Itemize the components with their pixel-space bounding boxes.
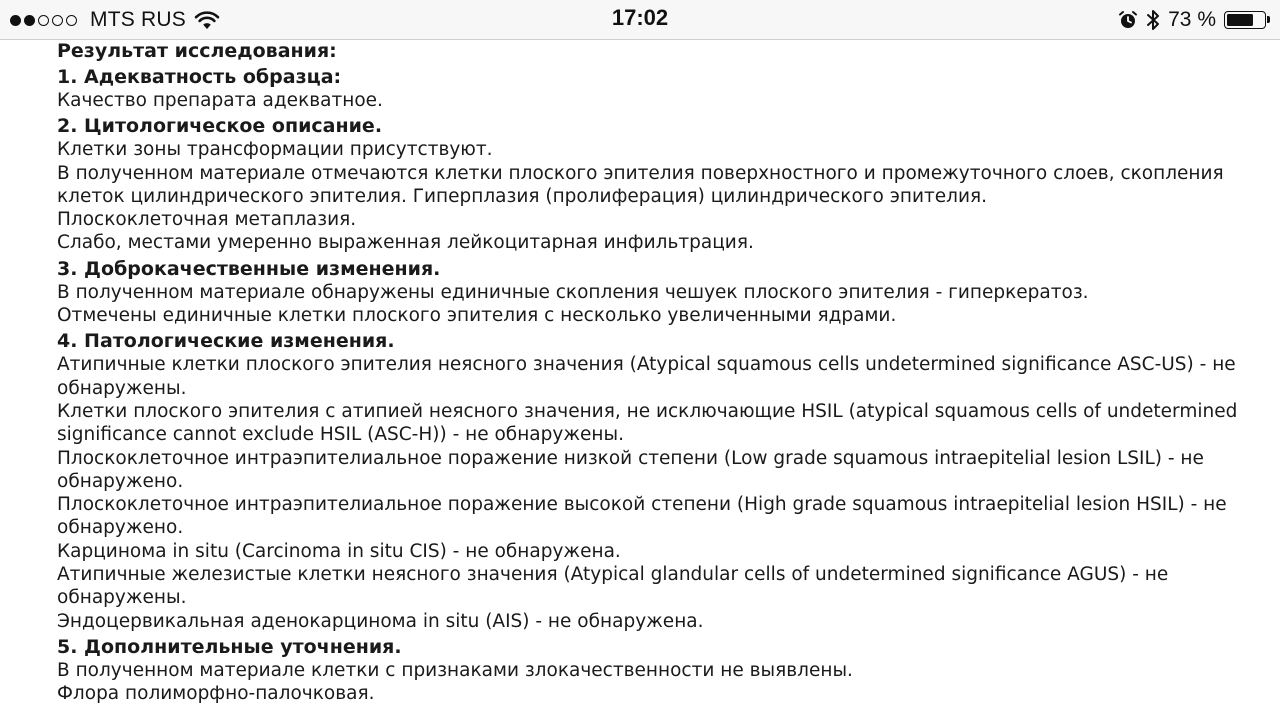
signal-dot <box>10 15 21 26</box>
battery-icon <box>1224 11 1266 29</box>
section-1 <box>57 66 1267 112</box>
battery-cap <box>1267 16 1270 23</box>
status-left <box>10 7 220 33</box>
paragraph: Плоскоклеточная метаплазия. <box>57 209 357 231</box>
section-body <box>57 89 1267 112</box>
paragraph: Качество препарата адекватное. <box>57 90 383 111</box>
status-right <box>1118 7 1266 33</box>
wifi-icon <box>194 10 220 30</box>
paragraph: Атипичные клетки плоского эпителия неясного значения (Atypical squamous cells undetermined significance ASC-US) - не обнаружены. <box>57 354 1236 399</box>
paragraph: Плоскоклеточное интраэпителиальное поражение низкой степени (Low grade squamous intraepitelial lesion LSIL) - не обнаружено. <box>57 447 1204 492</box>
paragraph: Атипичные железистые клетки неясного значения (Atypical glandular cells of undetermined significance AGUS) - не обнаружены. <box>57 564 1169 609</box>
section-heading: 1. Адекватность образца: <box>57 66 342 88</box>
section-5 <box>57 636 1267 706</box>
paragraph: Слабо, местами умеренно выраженная лейкоцитарная инфильтрация. <box>57 232 754 254</box>
bluetooth-icon <box>1146 9 1160 31</box>
signal-strength-icon <box>10 15 80 26</box>
paragraph: Клетки плоского эпителия с атипией неясного значения, не исключающие HSIL (atypical squamous cells of undetermined significance cannot exclude HSIL (ASC-H)) - не обнаружены. <box>57 400 1238 446</box>
document-sections <box>57 66 1267 706</box>
alarm-icon <box>1118 10 1138 30</box>
paragraph: В полученном материале отмечаются клетки плоского эпителия поверхностного и промежуточного слоев, скопления клеток цилиндрического эпителия. Гиперплазия (пролиферация) цилиндрического эпителия. <box>57 162 1224 207</box>
signal-dot <box>24 15 35 26</box>
section-4 <box>57 330 1267 633</box>
section-body <box>57 353 1267 633</box>
paragraph: Отмечены единичные клетки плоского эпителия с несколько увеличенными ядрами. <box>57 305 897 327</box>
paragraph: Плоскоклеточное интраэпителиальное поражение высокой степени (High grade squamous intraepitelial lesion HSIL) - не обнаружено. <box>57 494 1227 539</box>
section-heading: 4. Патологические изменения. <box>57 330 395 353</box>
section-2 <box>57 115 1267 254</box>
paragraph: В полученном материале обнаружены единичные скопления чешуек плоского эпителия - гиперкератоз. <box>57 281 1089 303</box>
signal-dot <box>66 15 77 26</box>
paragraph: Карцинома in situ (Carcinoma in situ CIS) - не обнаружена. <box>57 540 621 562</box>
section-body <box>57 281 1267 328</box>
paragraph: Флора полиморфно-палочковая. <box>57 683 375 705</box>
signal-dot <box>52 15 63 26</box>
section-heading: 5. Дополнительные уточнения. <box>57 635 402 658</box>
section-body <box>57 659 1267 706</box>
signal-dot <box>38 15 49 26</box>
section-body <box>57 138 1267 254</box>
document <box>57 40 1267 706</box>
battery-percent: 73 % <box>1168 8 1216 31</box>
status-clock: 17:02 <box>611 5 669 30</box>
paragraph: В полученном материале клетки с признаками злокачественности не выявлены. <box>57 659 853 681</box>
section-heading: 2. Цитологическое описание. <box>57 115 383 138</box>
section-heading: 3. Доброкачественные изменения. <box>57 257 441 280</box>
carrier-name: MTS RUS <box>90 8 186 31</box>
battery-fill <box>1227 14 1253 26</box>
paragraph: Клетки зоны трансформации присутствуют. <box>57 139 493 161</box>
section-3 <box>57 258 1267 328</box>
document-title: Результат исследования: <box>57 40 337 62</box>
paragraph: Эндоцервикальная аденокарцинома in situ (AIS) - не обнаружена. <box>57 610 704 632</box>
status-bar <box>0 0 1280 40</box>
